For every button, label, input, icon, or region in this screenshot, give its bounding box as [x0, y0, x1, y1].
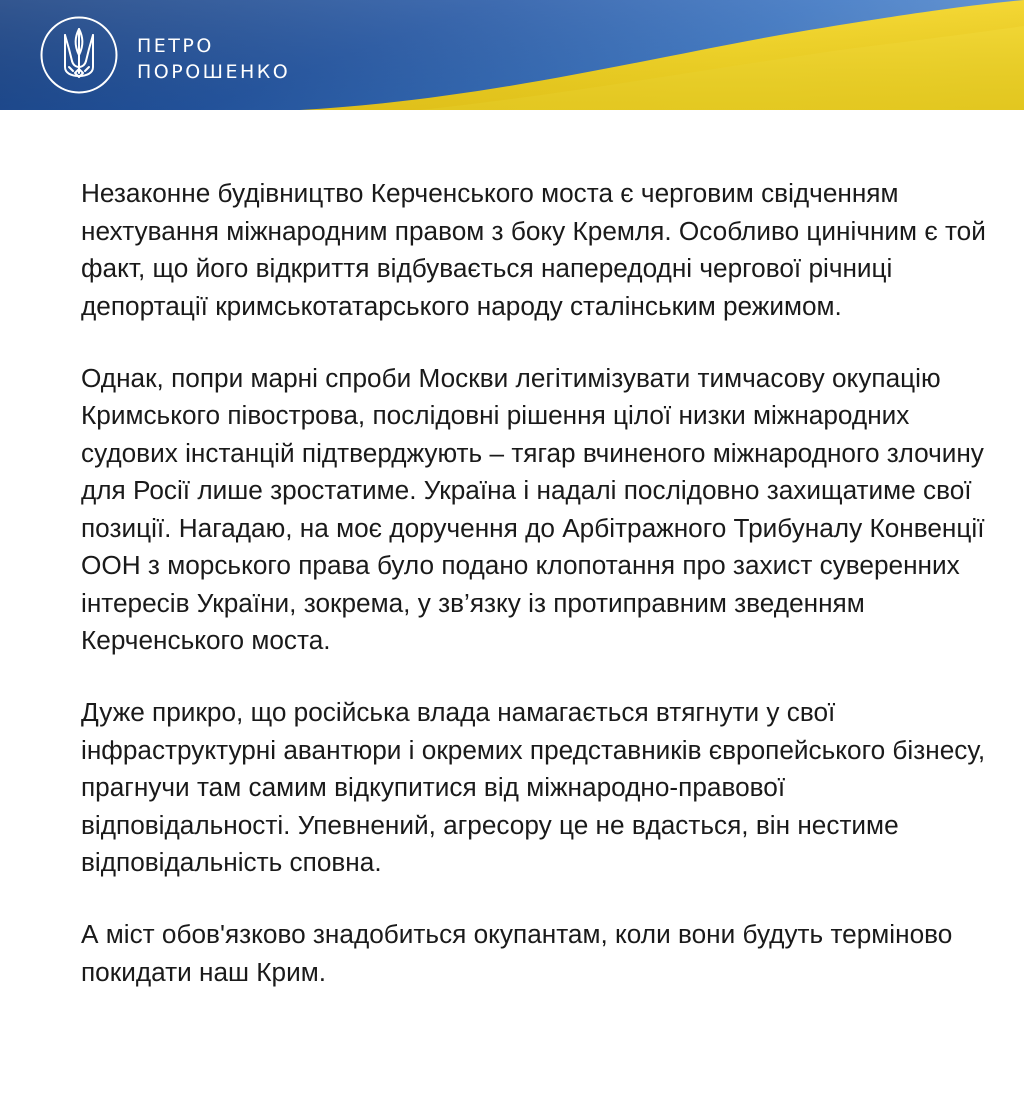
brand-last-name: ПОРОШЕНКО [137, 61, 291, 83]
statement-text [81, 175, 991, 1026]
paragraph-3: Дуже прикро, що російська влада намагається втягнути у свої інфраструктурні авантюри і окремих представників європейського бізнесу, прагнучи там самим відкупитися від міжнародно-правової відповідальності. Упевнений, агресору це не вдасться, він нестиме відповідальність сповна. [81, 697, 986, 877]
trident-icon [39, 15, 119, 95]
brand-first-name: ПЕТРО [137, 35, 214, 57]
paragraph-1: Незаконне будівництво Керченського моста є черговим свідченням нехтування міжнародним правом з боку Кремля. Особливо цинічним є той факт, що його відкриття відбувається напередодні чергової річниці депортації кримськотатарського народу сталінським режимом. [81, 178, 986, 321]
paragraph-2: Однак, попри марні спроби Москви легітимізувати тимчасову окупацію Кримського півострова, послідовні рішення цілої низки міжнародних судових інстанцій підтверджують – тягар вчиненого міжнародного злочину для Росії лише зростатиме. Україна і надалі послідовно захищатиме свої позиції. Нагадаю, на моє доручення до Арбітражного Трибуналу Конвенції ООН з морського права було подано клопотання про захист суверенних інтересів України, зокрема, у зв’язку із протиправним зведенням Керченського моста. [81, 362, 985, 655]
paragraph-4: А міст обов'язково знадобиться окупантам, коли вони будуть терміново покидати наш Крим. [81, 919, 953, 987]
brand-name [137, 33, 290, 85]
flag-banner-header [0, 0, 1024, 110]
